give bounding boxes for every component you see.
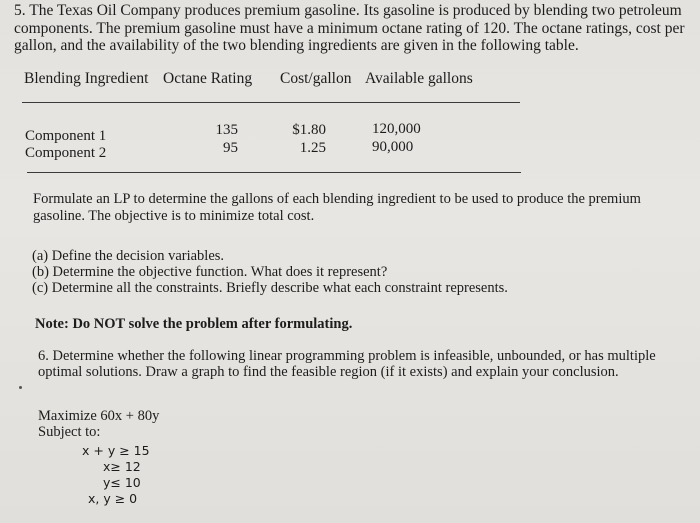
problem-6-text: 6. Determine whether the following linear programming problem is infeasible, unbounded, or has multiple optimal solutions. Draw a graph to find the feasible region (if it exists) and explain your conclusion. — [38, 348, 656, 380]
lp-subject-to: Subject to: — [38, 424, 101, 440]
problem-5-parts — [32, 248, 672, 296]
problem-5-note: Note: Do NOT solve the problem after formulating. — [35, 316, 353, 332]
problem-5-formulate: Formulate an LP to determine the gallons of each blending ingredient to be used to produce the premium gasoline. The objective is to minimize total cost. — [33, 191, 641, 224]
table-cell-component1-octane: 135 — [215, 122, 238, 138]
part-b: (b) Determine the objective function. What does it represent? — [32, 264, 388, 280]
table-cell-component2-name: Component 2 — [25, 145, 107, 161]
problem-5-intro: 5. The Texas Oil Company produces premium gasoline. Its gasoline is produced by blending two petroleum components. The premium gasoline must have a minimum octane rating of 120. The octane ratings, cost per gallon, and the availability of the two blending ingredients are given in the following table. — [14, 2, 685, 54]
table-cell-component2-cost: 1.25 — [299, 140, 326, 156]
table-header-ingredient: Blending Ingredient — [24, 70, 149, 87]
table-bottom-rule — [27, 172, 521, 173]
part-c: (c) Determine all the constraints. Briefly describe what each constraint represents. — [32, 280, 508, 296]
table-cell-component2-octane: 95 — [223, 140, 238, 156]
constraint-4: x, y ≥ 0 — [88, 491, 138, 506]
table-cell-component1-name: Component 1 — [25, 128, 107, 144]
table-cell-component1-available: 120,000 — [372, 121, 421, 137]
lp-objective: Maximize 60x + 80y — [38, 408, 160, 424]
problem-6-lp — [38, 408, 338, 440]
table-header-available: Available gallons — [365, 70, 473, 87]
part-a: (a) Define the decision variables. — [32, 248, 225, 264]
table-header-cost: Cost/gallon — [280, 70, 352, 87]
constraint-1: x + y ≥ 15 — [82, 443, 150, 458]
constraint-3: y≤ 10 — [103, 475, 141, 490]
constraint-2: x≥ 12 — [103, 459, 141, 474]
table-top-rule — [22, 102, 520, 103]
table-cell-component2-available: 90,000 — [372, 139, 414, 155]
table-cell-component1-cost: $1.80 — [292, 122, 326, 138]
table-header-octane: Octane Rating — [163, 70, 253, 87]
bullet-dot — [19, 386, 22, 389]
